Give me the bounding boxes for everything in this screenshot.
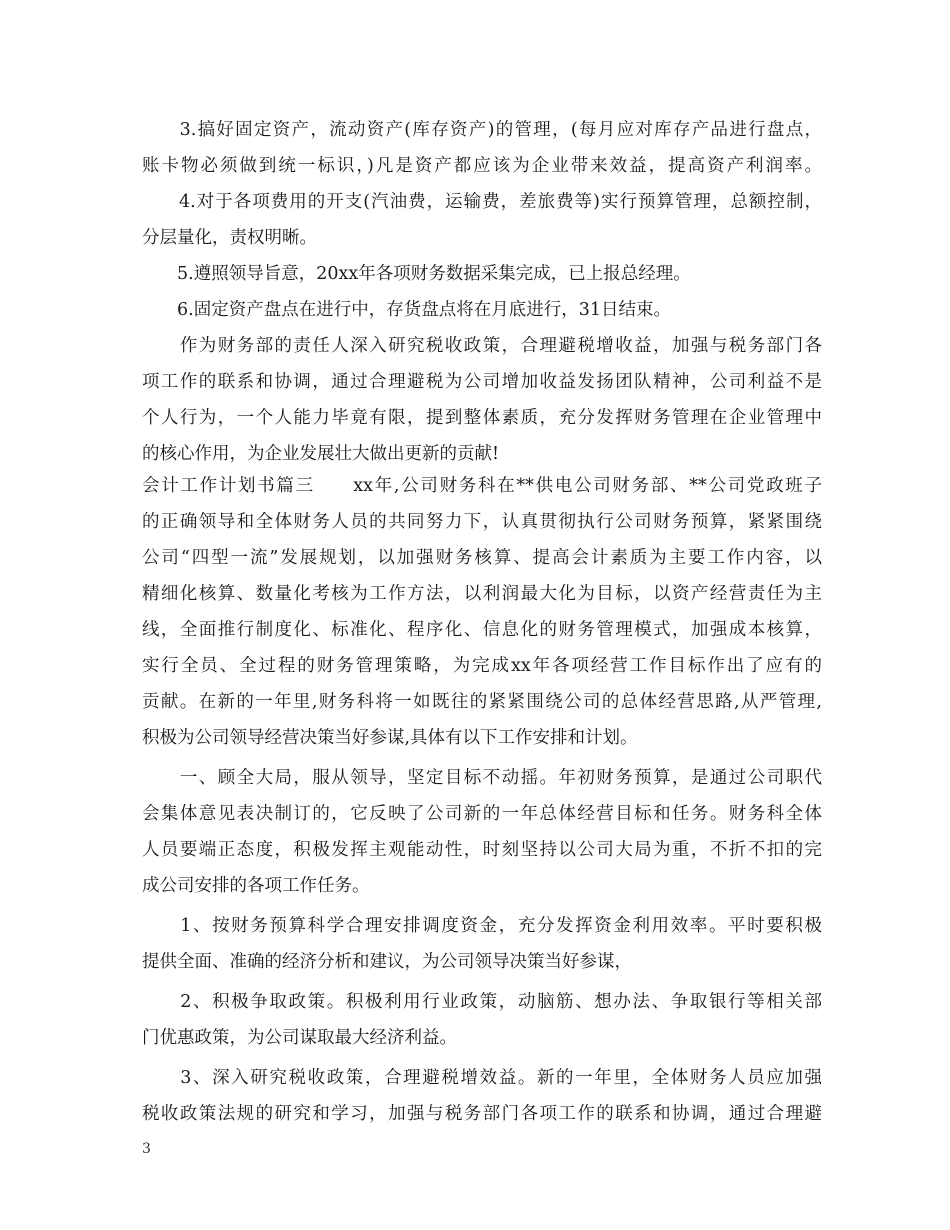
text-line: 1、按财务预算科学合理安排调度资金，充分发挥资金利用效率。平时要积极 xyxy=(142,916,822,936)
text-line: 一、顾全大局，服从领导，坚定目标不动摇。年初财务预算，是通过公司职代 xyxy=(142,768,822,788)
text-line: 6.固定资产盘点在进行中，存货盘点将在月底进行，31日结束。 xyxy=(142,300,671,320)
text-line: 4.对于各项费用的开支(汽油费，运输费，差旅费等)实行预算管理，总额控制， xyxy=(142,192,822,212)
text-line: 公司“四型一流”发展规划，以加强财务核算、提高会计素质为主要工作内容，以 xyxy=(142,548,822,568)
text-line: 实行全员、全过程的财务管理策略，为完成xx年各项经营工作目标作出了应有的 xyxy=(142,656,822,676)
text-line: 提供全面、准确的经济分析和建议，为公司领导决策当好参谋， xyxy=(142,952,632,972)
text-line: 作为财务部的责任人深入研究税收政策，合理避税增收益，加强与税务部门各 xyxy=(142,336,822,356)
text-line: 会集体意见表决制订的，它反映了公司新的一年总体经营目标和任务。财务科全体 xyxy=(142,804,822,824)
text-line: 分层量化，责权明晰。 xyxy=(142,228,317,248)
text-line: 贡献。在新的一年里,财务科将一如既往的紧紧围绕公司的总体经营思路,从严管理, xyxy=(142,692,822,712)
text-line: 税收政策法规的研究和学习，加强与税务部门各项工作的联系和协调，通过合理避 xyxy=(142,1104,822,1124)
text-line: 5.遵照领导旨意，20xx年各项财务数据采集完成，已上报总经理。 xyxy=(142,264,691,284)
text-line: 个人行为，一个人能力毕竟有限，提到整体素质，充分发挥财务管理在企业管理中 xyxy=(142,408,822,428)
page-number: 3 xyxy=(142,1141,151,1157)
text-line: 精细化核算、数量化考核为工作方法，以利润最大化为目标，以资产经营责任为主 xyxy=(142,584,822,604)
text-line: 的正确领导和全体财务人员的共同努力下，认真贯彻执行公司财务预算，紧紧围绕 xyxy=(142,512,822,532)
text-line: 3、深入研究税收政策，合理避税增效益。新的一年里，全体财务人员应加强 xyxy=(142,1068,822,1088)
text-line: 的核心作用，为企业发展壮大做出更新的贡献! xyxy=(142,444,500,464)
text-line: 账卡物必须做到统一标识，)凡是资产都应该为企业带来效益，提高资产利润率。 xyxy=(142,156,822,176)
text-line: 3.搞好固定资产，流动资产(库存资产)的管理，(每月应对库存产品进行盘点， xyxy=(142,120,822,140)
text-line: 积极为公司领导经营决策当好参谋,具体有以下工作安排和计划。 xyxy=(142,728,638,748)
text-line: 项工作的联系和协调，通过合理避税为公司增加收益发扬团队精神，公司利益不是 xyxy=(142,372,822,392)
section-heading-line: 会计工作计划书篇三 xx年,公司财务科在**供电公司财务部、**公司党政班子 xyxy=(142,476,822,496)
text-line: 成公司安排的各项工作任务。 xyxy=(142,876,370,896)
text-line: 人员要端正态度，积极发挥主观能动性，时刻坚持以公司大局为重，不折不扣的完 xyxy=(142,840,822,860)
text-line: 线，全面推行制度化、标准化、程序化、信息化的财务管理模式，加强成本核算， xyxy=(142,620,822,640)
text-line: 门优惠政策，为公司谋取最大经济利益。 xyxy=(142,1028,457,1048)
text-line: 2、积极争取政策。积极利用行业政策，动脑筋、想办法、争取银行等相关部 xyxy=(142,992,822,1012)
